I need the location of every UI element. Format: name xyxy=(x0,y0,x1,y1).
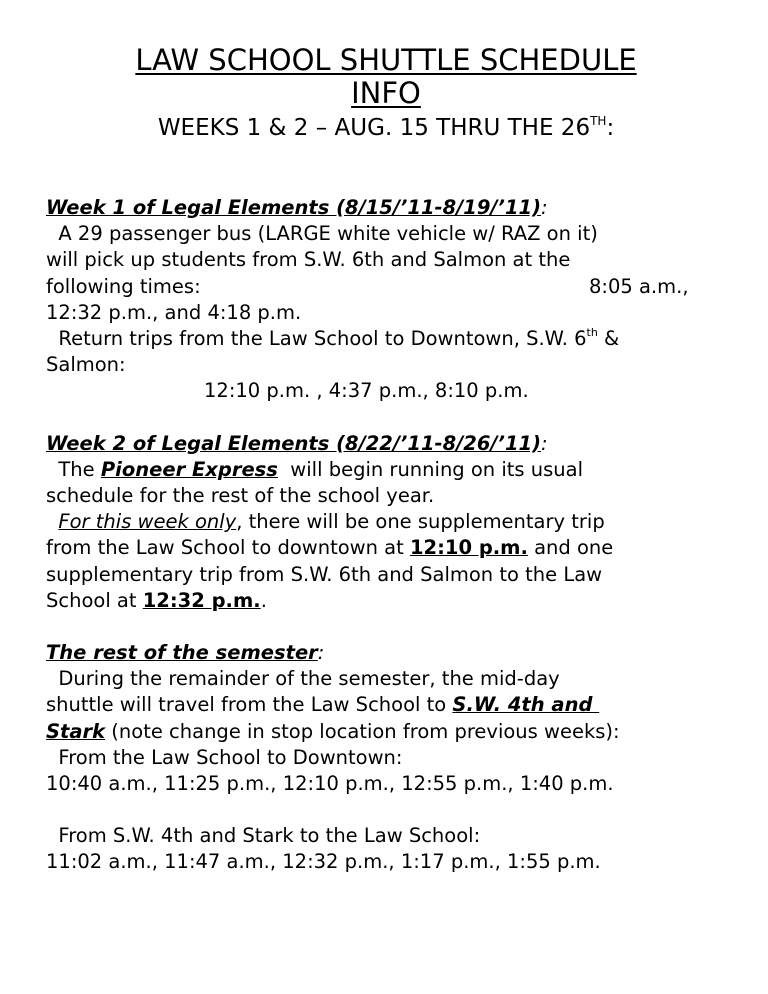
week-1-return-location: Salmon: xyxy=(46,353,126,377)
document-page xyxy=(46,44,726,876)
title-line-2: INFO xyxy=(351,76,421,110)
week-1-text-2: will pick up students from S.W. 6th and Salmon at the xyxy=(46,248,571,272)
week-1-return-times: 12:10 p.m. , 4:37 p.m., 8:10 p.m. xyxy=(204,379,529,403)
week-2-text-3-rest: , there will be one supplementary trip xyxy=(236,510,605,534)
week-2-line-2 xyxy=(46,483,726,509)
week-1-return-text: Return trips from the Law School to Downtown, S.W. 6 xyxy=(46,327,587,351)
section-gap xyxy=(46,797,726,823)
document-subtitle xyxy=(46,113,726,143)
week-2-line-5 xyxy=(46,562,726,588)
rest-text-2a: shuttle will travel from the Law School to xyxy=(46,693,453,717)
rest-inbound-times: 11:02 a.m., 11:47 a.m., 12:32 p.m., 1:17 p.m., 1:55 p.m. xyxy=(46,850,601,874)
week-1-line-5 xyxy=(46,326,726,352)
week-2-supplementary-time-1: 12:10 p.m. xyxy=(409,536,528,560)
rest-of-semester-section xyxy=(46,640,726,876)
rest-line-3 xyxy=(46,719,726,745)
section-gap xyxy=(46,143,726,195)
week-1-time-1: 8:05 a.m., xyxy=(589,274,689,298)
week-1-heading: Week 1 of Legal Elements (8/15/’11-8/19/’11) xyxy=(46,196,542,219)
rest-heading-colon: : xyxy=(317,641,325,665)
week-2-heading-colon: : xyxy=(541,431,548,455)
subtitle-text: WEEKS 1 & 2 – AUG. 15 THRU THE 26 xyxy=(157,115,591,141)
rest-stop-location-1: S.W. 4th and xyxy=(452,693,600,717)
title-line-1: LAW SCHOOL SHUTTLE SCHEDULE xyxy=(135,43,637,77)
week-1-line-1 xyxy=(46,221,726,247)
document-title xyxy=(46,44,726,110)
week-2-line-4 xyxy=(46,535,726,561)
week-2-line-6 xyxy=(46,588,726,614)
week-1-heading-colon: : xyxy=(541,196,548,219)
rest-line-5 xyxy=(46,771,726,797)
week-2-text-4b: and one xyxy=(527,536,614,560)
rest-outbound-label: From the Law School to Downtown: xyxy=(46,745,403,769)
rest-inbound-label: From S.W. 4th and Stark to the Law School: xyxy=(46,824,481,848)
week-1-text-1: A 29 passenger bus (LARGE white vehicle w/ RAZ on it) xyxy=(46,222,598,246)
week-2-text-6a: School at xyxy=(46,588,143,612)
week-1-return-amp: & xyxy=(597,327,620,351)
week-1-section xyxy=(46,195,726,405)
week-2-heading-line xyxy=(46,431,726,457)
week-2-line-1 xyxy=(46,457,726,483)
week-1-line-2 xyxy=(46,247,726,273)
rest-line-2 xyxy=(46,692,726,718)
rest-text-3b: (note change in stop location from previous weeks): xyxy=(105,719,620,743)
rest-line-4 xyxy=(46,745,726,771)
week-2-text-4a: from the Law School to downtown at xyxy=(46,536,410,560)
week-2-section xyxy=(46,431,726,614)
week-2-text-3-pre xyxy=(46,510,58,533)
week-1-line-4 xyxy=(46,300,726,326)
week-2-text-6b: . xyxy=(260,588,267,612)
rest-stop-location-2: Stark xyxy=(46,719,106,743)
week-1-heading-line xyxy=(46,195,726,221)
week-2-line-3 xyxy=(46,509,726,535)
rest-heading: The rest of the semester xyxy=(46,641,318,665)
week-2-text-5: supplementary trip from S.W. 6th and Salmon to the Law xyxy=(46,562,603,586)
rest-line-6 xyxy=(46,823,726,849)
subtitle-colon: : xyxy=(606,115,615,141)
week-2-text-1a: The xyxy=(46,457,101,481)
rest-heading-line xyxy=(46,640,726,666)
rest-line-7 xyxy=(46,849,726,875)
week-1-line-3 xyxy=(46,274,726,300)
week-2-supplementary-time-2: 12:32 p.m. xyxy=(142,588,261,612)
section-gap xyxy=(46,614,726,640)
week-2-heading: Week 2 of Legal Elements (8/22/’11-8/26/’11) xyxy=(46,431,542,455)
rest-outbound-times: 10:40 a.m., 11:25 p.m., 12:10 p.m., 12:55 p.m., 1:40 p.m. xyxy=(46,772,614,796)
pioneer-express-name: Pioneer Express xyxy=(100,457,278,481)
week-1-text-3-left: following times: xyxy=(46,274,201,298)
week-2-this-week-only: For this week only xyxy=(58,510,237,534)
week-1-return-sup: th xyxy=(586,326,598,340)
week-1-times: 12:32 p.m., and 4:18 p.m. xyxy=(46,300,302,324)
rest-line-1 xyxy=(46,666,726,692)
rest-text-1: During the remainder of the semester, the mid-day xyxy=(46,667,560,691)
section-gap xyxy=(46,405,726,431)
subtitle-superscript: TH xyxy=(590,114,607,128)
week-1-line-6 xyxy=(46,352,726,378)
week-1-line-7 xyxy=(46,378,726,404)
week-2-text-2: schedule for the rest of the school year. xyxy=(46,484,435,508)
week-2-text-1b: will begin running on its usual xyxy=(277,457,584,481)
